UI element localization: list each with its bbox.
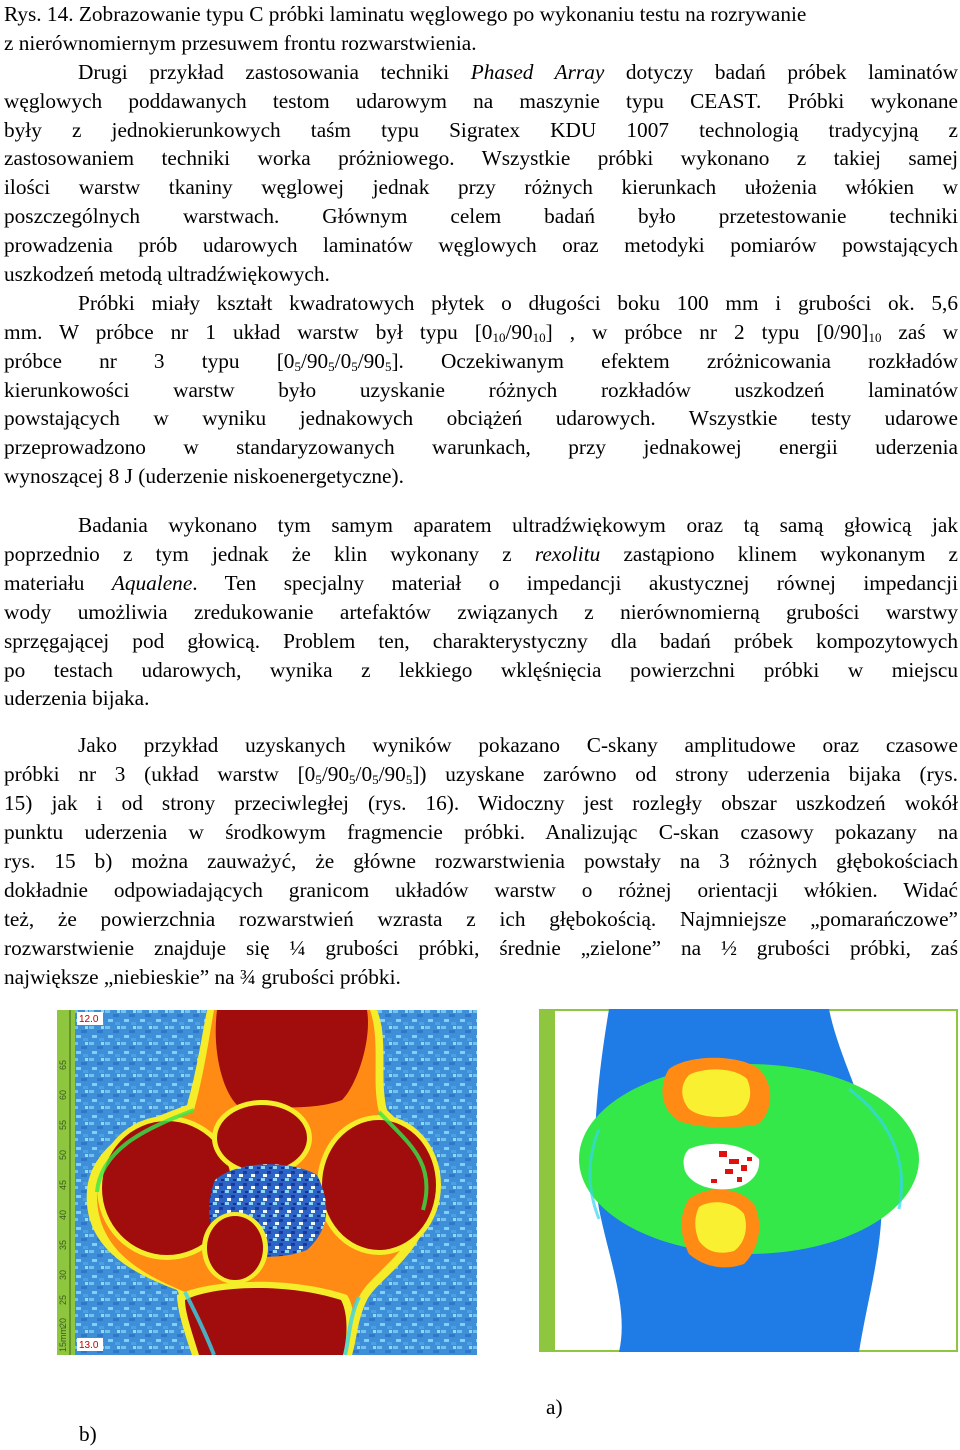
cscan-amplitude-image <box>539 1009 958 1352</box>
paragraph-line: poszczególnych warstwach. Głównym celem badań było przetestowanie techniki <box>4 204 958 229</box>
ruler-label: 60 <box>58 1089 68 1100</box>
article-text <box>4 0 958 991</box>
paragraph-line: próbce nr 3 typu $[0_5/90_5/0_5/90_5]$. Oczekiwanym efektem zróżnicowania rozkładów <box>4 348 958 374</box>
figure-caption-a: a) <box>546 1395 563 1419</box>
paragraph-line: wody umożliwia zredukowanie artefaktów związanych z nierównomierną grubości warstwy <box>4 599 958 624</box>
paragraph-line: zastosowaniem techniki worka próżniowego. Wszystkie próbki wykonano z takiej samej <box>4 146 958 171</box>
ruler-label: 25 <box>58 1294 68 1305</box>
paragraph-line: mm. W próbce nr 1 układ warstw był typu $[0_{10}/90_{10}]$ , w próbce nr 2 typu $[0/90]_{10}$ zaś w <box>4 319 958 345</box>
paragraph-gap <box>4 491 958 511</box>
paragraph-line: powstających w wyniku jednakowych obciążeń udarowych. Wszystkie testy udarowe <box>4 406 958 431</box>
paragraph-line: rys. 15 b) można zauważyć, że główne rozwarstwienia powstały na 3 różnych głębokościach <box>4 848 958 873</box>
paragraph-line: punktu uderzenia w środkowym fragmencie próbki. Analizując C-skan czasowy pokazany na <box>4 820 958 845</box>
paragraph-line: sprzęgającej pod głowicą. Problem ten, charakterystyczny dla badań próbek kompozytowych <box>4 628 958 653</box>
paragraph-line: przeprowadzono w standaryzowanych warunkach, przy jednakowej energii uderzenia <box>4 435 958 460</box>
paragraph-line: węglowych poddawanych testom udarowym na maszynie typu CEAST. Próbki wykonane <box>4 88 958 113</box>
fig14-caption-line2: z nierównomiernym przesuwem frontu rozwarstwienia. <box>4 30 477 55</box>
paragraph-line: uszkodzeń metodą ultradźwiękowych. <box>4 262 330 287</box>
paragraph-line: materiału Aqualene. Ten specjalny materiał o impedancji akustycznej równej impedancji <box>4 570 958 595</box>
figure-caption-b: b) <box>79 1422 97 1446</box>
ruler-label: 40 <box>58 1209 68 1220</box>
ruler-label: 55 <box>58 1119 68 1130</box>
paragraph-line: Próbki miały kształt kwadratowych płytek o długości boku 100 mm i grubości ok. 5,6 <box>78 290 958 315</box>
paragraph-line: kierunkowości warstw było uzyskanie różnych rozkładów uszkodzeń laminatów <box>4 377 958 402</box>
ruler-label: 30 <box>58 1269 68 1280</box>
ruler-label: 15mm <box>58 1326 68 1352</box>
cscan-time-image <box>57 1010 477 1355</box>
paragraph-line: Badania wykonano tym samym aparatem ultradźwiękowym oraz tą samą głowicą jak <box>78 513 958 538</box>
paragraph-line: poprzednio z tym jednak że klin wykonany z rexolitu zastąpiono klinem wykonanym z <box>4 542 958 567</box>
paragraph-line: próbki nr 3 (układ warstw $[0_5/90_5/0_5/90_5]$) uzyskane zarówno od strony uderzenia bijaka (rys. <box>4 762 958 788</box>
paragraph-line: Jako przykład uzyskanych wyników pokazano C-skany amplitudowe oraz czasowe <box>78 733 958 758</box>
ruler-label: 65 <box>58 1059 68 1070</box>
bottom-readout: 13.0 <box>79 1340 99 1351</box>
paragraph-line: największe „niebieskie” na ¾ grubości próbki. <box>4 964 401 989</box>
paragraph-line: po testach udarowych, wynika z lekkiego wklęśnięcia powierzchni próbki w miejscu <box>4 657 958 682</box>
ruler-label: 50 <box>58 1149 68 1160</box>
ruler-label: 45 <box>58 1179 68 1190</box>
paragraph-line: uderzenia bijaka. <box>4 686 150 711</box>
paragraph-line: wynoszącej 8 J (uderzenie niskoenergetyczne). <box>4 464 404 489</box>
paragraph-line: dokładnie odpowiadających granicom układów warstw o różnej orientacji włókien. Widać <box>4 877 958 902</box>
paragraph-line: rozwarstwienie znajduje się ¼ grubości próbki, średnie „zielone” na ½ grubości próbki, zaś <box>4 935 958 960</box>
ruler-label: 35 <box>58 1239 68 1250</box>
depth-ruler <box>539 1009 555 1352</box>
paragraph-line: ilości warstw tkaniny węglowej jednak przy różnych kierunkach ułożenia włókien w <box>4 175 958 200</box>
paragraph-gap <box>4 713 958 731</box>
fig14-caption-line1: Rys. 14. Zobrazowanie typu C próbki laminatu węglowego po wykonaniu testu na rozrywanie <box>4 2 807 26</box>
paragraph-line: prowadzenia prób udarowych laminatów węglowych oraz metodyki pomiarów powstających <box>4 233 958 258</box>
paragraph-line: Drugi przykład zastosowania techniki Phased Array dotyczy badań próbek laminatów <box>78 59 958 84</box>
top-readout: 12.0 <box>79 1014 99 1025</box>
paragraph-line: 15) jak i od strony przeciwległej (rys. 16). Widoczny jest rozległy obszar uszkodzeń wokół <box>4 791 958 816</box>
ruler-label: 20 <box>58 1317 68 1328</box>
paragraph-line: były z jednokierunkowych taśm typu Sigratex KDU 1007 technologią tradycyjną z <box>4 117 958 142</box>
paragraph-line: też, że powierzchnia rozwarstwień wzrasta z ich głębokością. Najmniejsze „pomarańczowe” <box>4 906 958 931</box>
